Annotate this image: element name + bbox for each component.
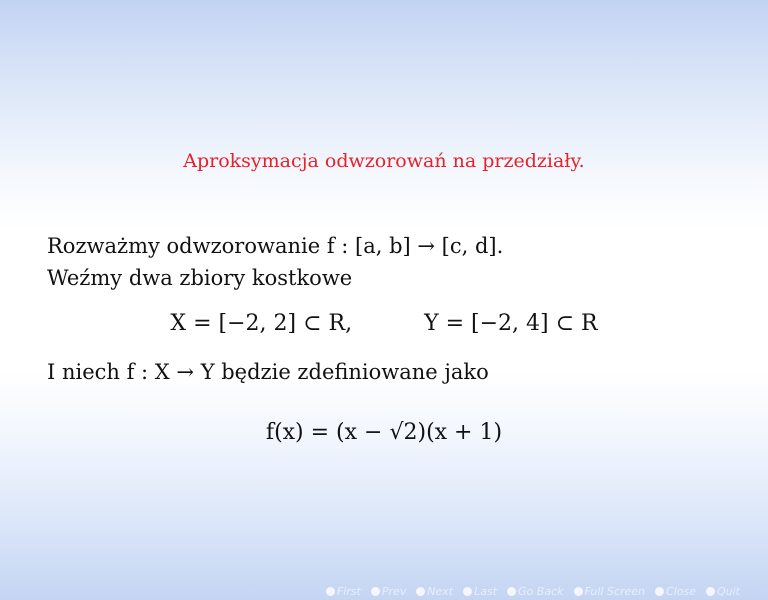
bullet-icon <box>574 587 583 596</box>
nav-go-back-link[interactable] <box>507 585 563 598</box>
text-line-2: Weźmy dwa zbiory kostkowe <box>47 266 353 290</box>
nav-quit-link[interactable] <box>706 585 740 598</box>
bullet-icon <box>371 587 380 596</box>
nav-last-link[interactable] <box>463 585 497 598</box>
nav-first-label: First <box>336 585 361 598</box>
display-equation-function: f(x) = (x − √2)(x + 1) <box>265 420 503 445</box>
nav-go-back-label: Go Back <box>518 585 564 598</box>
nav-quit-label: Quit <box>717 585 740 598</box>
slide-title: Aproksymacja odwzorowań na przedziały. <box>183 150 585 172</box>
nav-full-screen-label: Full Screen <box>584 585 646 598</box>
set-x-definition: X = [−2, 2] ⊂ R, <box>170 311 353 336</box>
text-line-3: I niech f : X → Y będzie zdefiniowane jako <box>47 360 489 384</box>
bullet-icon <box>326 587 335 596</box>
navigation-bar <box>326 585 740 598</box>
text-line-1: Rozważmy odwzorowanie f : [a, b] → [c, d]. <box>47 234 504 258</box>
nav-first-link[interactable] <box>326 585 361 598</box>
bullet-icon <box>655 587 664 596</box>
bullet-icon <box>507 587 516 596</box>
nav-prev-label: Prev <box>381 585 407 598</box>
nav-last-label: Last <box>474 585 498 598</box>
nav-next-label: Next <box>427 585 454 598</box>
nav-next-link[interactable] <box>416 585 453 598</box>
display-equation-sets <box>0 311 768 336</box>
bullet-icon <box>706 587 715 596</box>
nav-close-label: Close <box>666 585 696 598</box>
set-y-definition: Y = [−2, 4] ⊂ R <box>424 311 598 336</box>
nav-prev-link[interactable] <box>371 585 406 598</box>
nav-close-link[interactable] <box>655 585 696 598</box>
nav-full-screen-link[interactable] <box>574 585 646 598</box>
bullet-icon <box>416 587 425 596</box>
bullet-icon <box>463 587 472 596</box>
